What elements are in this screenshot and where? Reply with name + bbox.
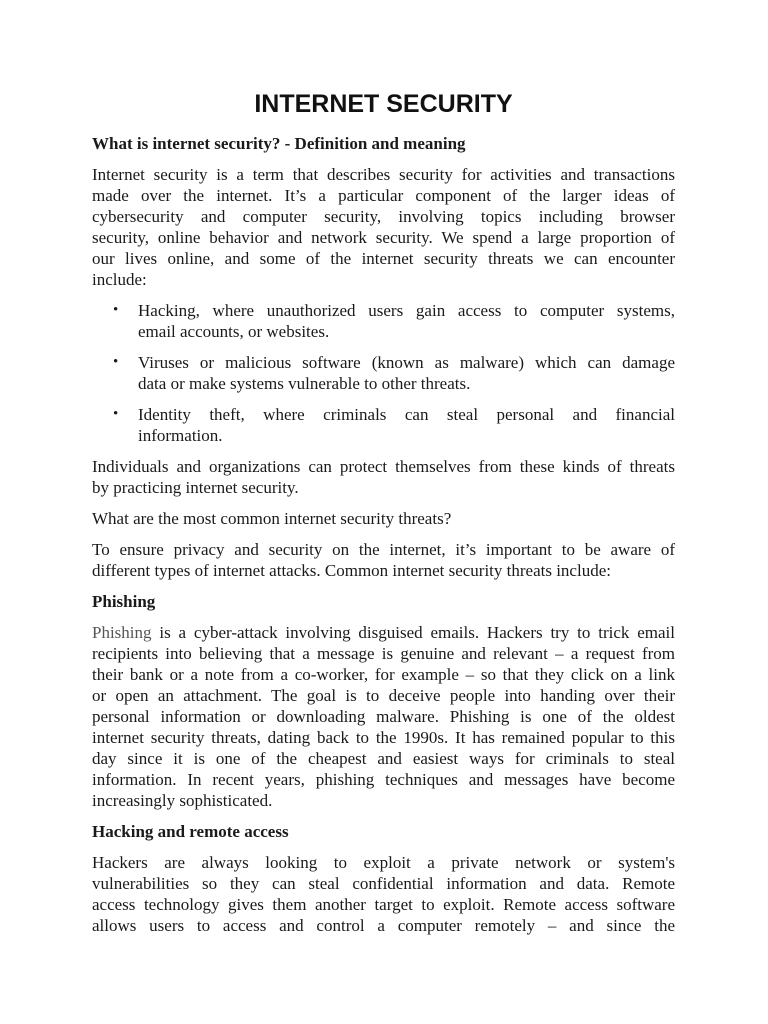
text-line: Hackers are always looking to exploit a private network or system's — [92, 853, 675, 872]
document-body — [92, 133, 675, 936]
paragraph — [92, 508, 675, 529]
text-line: • Identity theft, where criminals can steal personal and financial — [138, 405, 675, 424]
paragraph — [92, 539, 675, 581]
text-line: • Hacking, where unauthorized users gain access to computer systems, — [138, 301, 675, 320]
section-heading — [92, 821, 675, 842]
text-line: Hacking and remote access — [92, 822, 289, 841]
text-line: increasingly sophisticated. — [92, 791, 273, 810]
paragraph — [92, 164, 675, 290]
bullet-list-item — [92, 352, 675, 394]
text-line: Individuals and organizations can protect themselves from these kinds of threats — [92, 457, 675, 476]
text-line: What is internet security? - Definition and meaning — [92, 134, 466, 153]
paragraph — [92, 622, 675, 811]
text-line: information. — [138, 426, 223, 445]
text-line: their bank or a note from a co-worker, for example – so that they click on a link — [92, 665, 675, 684]
text-line: cybersecurity and computer security, involving topics including browser — [92, 207, 675, 226]
text-line: made over the internet. It’s a particular component of the larger ideas of — [92, 186, 675, 205]
text-line: different types of internet attacks. Common internet security threats include: — [92, 561, 611, 580]
text-line: Internet security is a term that describes security for activities and transactions — [92, 165, 675, 184]
paragraph — [92, 852, 675, 936]
section-heading — [92, 591, 675, 612]
text-line: recipients into believing that a message is genuine and relevant – a request from — [92, 644, 675, 663]
text-line: Phishing — [92, 592, 156, 611]
document-title: INTERNET SECURITY — [254, 90, 513, 118]
text-line: or open an attachment. The goal is to deceive people into handing over their — [92, 686, 675, 705]
text-line: Phishing is a cyber-attack involving disguised emails. Hackers try to trick email — [92, 623, 675, 642]
text-line: To ensure privacy and security on the internet, it’s important to be aware of — [92, 540, 675, 559]
text-line: internet security threats, dating back to the 1990s. It has remained popular to this — [92, 728, 675, 747]
text-line: email accounts, or websites. — [138, 322, 330, 341]
text-line: allows users to access and control a computer remotely – and since the — [92, 916, 675, 935]
document-page — [92, 88, 675, 946]
text-line: • Viruses or malicious software (known as malware) which can damage — [138, 353, 675, 372]
text-line: include: — [92, 270, 147, 289]
text-line: access technology gives them another target to exploit. Remote access software — [92, 895, 675, 914]
text-line: information. In recent years, phishing techniques and messages have become — [92, 770, 675, 789]
bullet-list-item — [92, 300, 675, 342]
text-line: security, online behavior and network security. We spend a large proportion of — [92, 228, 675, 247]
phishing-link[interactable]: Phishing — [92, 623, 152, 642]
paragraph — [92, 456, 675, 498]
text-line: data or make systems vulnerable to other threats. — [138, 374, 471, 393]
text-line: day since it is one of the cheapest and easiest ways for criminals to steal — [92, 749, 675, 768]
text-line: What are the most common internet security threats? — [92, 509, 452, 528]
bullet-list-item — [92, 404, 675, 446]
text-line: by practicing internet security. — [92, 478, 299, 497]
text-line: our lives online, and some of the internet security threats we can encounter — [92, 249, 675, 268]
section-heading — [92, 133, 675, 154]
text-line: vulnerabilities so they can steal confidential information and data. Remote — [92, 874, 675, 893]
text-line: personal information or downloading malware. Phishing is one of the oldest — [92, 707, 675, 726]
